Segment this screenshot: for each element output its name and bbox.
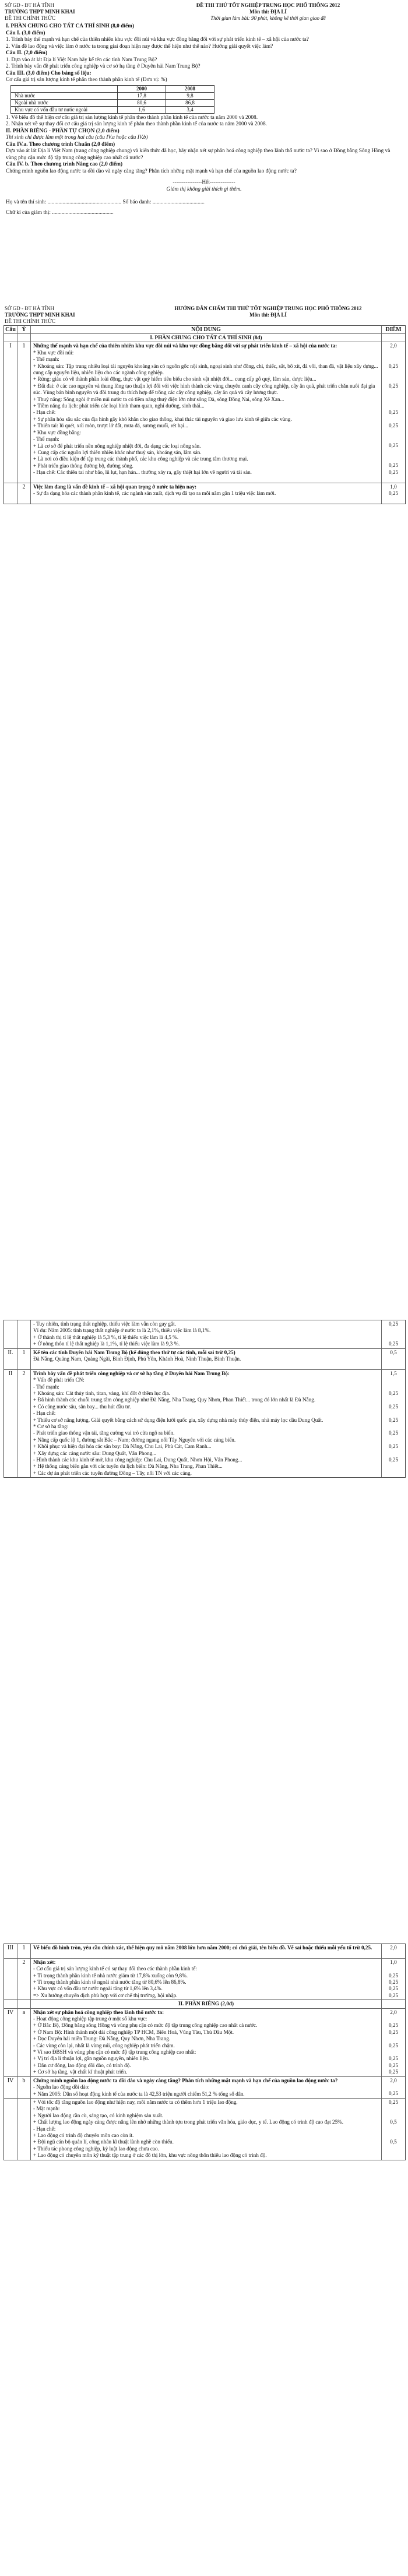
answer-line: + Lao động có trình độ chuyên môn cao còn ít. (33, 2132, 134, 2138)
score-value (382, 1966, 405, 1972)
score-value (382, 376, 405, 382)
item-number: 2 (17, 1959, 31, 1999)
answer-line: + Là nơi có điều kiện để tập trung các thành phố, các khu công nghiệp và các trung tâm thương mại. (33, 456, 248, 462)
exam-line: I. PHẦN CHUNG CHO TẤT CẢ THÍ SINH (8,0 điểm) (6, 23, 135, 29)
score-value (382, 1397, 405, 1403)
score-value (382, 416, 405, 423)
score-value (382, 2125, 405, 2132)
score-value: 0,25 (388, 2055, 399, 2062)
answer-line: + Thiên tai: lũ quét, xói mòn, trượt lở đất, mưa đá, sương muối, rét hại... (33, 423, 188, 429)
score-value: 0,25 (388, 2062, 399, 2068)
answer-row (4, 2009, 405, 2077)
answer-table-continued-2 (3, 1944, 406, 2160)
answer-row (4, 1320, 405, 1349)
score-value (382, 436, 405, 442)
question-number (4, 1320, 17, 1348)
answer-line: + Khoáng sản: Cát thủy tinh, titan, vàng, khí đốt ở thềm lục địa. (33, 1390, 170, 1397)
answer-line: + Ở Nam Bộ: Hình thành một dải công nghiệp TP HCM, Biên Hoà, Vũng Tàu, Thủ Dầu Một. (33, 2029, 234, 2035)
score-value: 2,0 (390, 2009, 397, 2015)
score-value (382, 2001, 405, 2007)
score (382, 1370, 405, 1478)
answer-line: + Ở thành thị tỉ lệ thất nghiệp là 5,3 %, tỉ lệ thiếu việc làm là 4,5 %. (33, 1334, 179, 1340)
score-value (382, 1450, 405, 1456)
score-value: 1,0 (390, 1959, 397, 1965)
answer-line: - Sự đa dạng hóa các thành phần kinh tế, các ngành sản xuất, dịch vụ đã tạo ra mỗi năm gần 1 triệu việc làm mới. (33, 490, 276, 497)
exam-line: 2. Vấn đề lao động và việc làm ở nước ta trong giai đoạn hiện nay được thể hiện như thế nào? Hướng giải quyết việc làm? (6, 43, 273, 50)
answer-content (31, 2000, 382, 2008)
answer-line: + Lao động có chuyên môn kỹ thuật tập trung ở các đô thị lớn, khu vực nông thôn thiếu lao động có trình độ. (33, 2152, 267, 2159)
answer-page-1 (0, 303, 408, 1306)
answer-line: + Dân cư đông, lao động dồi dào, có trình độ. (33, 2062, 131, 2068)
answer-line: * Khu vực đồng bằng: (33, 429, 82, 435)
score (382, 2099, 405, 2160)
score-value: 0,25 (388, 1321, 399, 1327)
question-number (4, 2000, 17, 2008)
answer-line: + Thiếu cơ sở năng lượng. Giải quyết bằng cách sử dụng điện lưới quốc gia, xây dựng nhà máy thủy điện, nhà máy lọc dầu Dung Quất. (33, 1417, 323, 1423)
answer-row (4, 1370, 405, 1478)
score-value: 0,5 (390, 1349, 397, 1355)
score-value: 0,25 (388, 1403, 399, 1410)
answer-content (31, 1370, 382, 1478)
end-mark: ----------------Hết-------------- (173, 180, 235, 185)
answer-row (4, 2099, 405, 2160)
exam-line: Thí sinh chỉ được làm một trong hai câu (câu IV.a hoặc câu IV.b) (6, 135, 148, 140)
score-value: 0,25 (388, 1430, 399, 1436)
score-value (382, 370, 405, 376)
answer-line: + Hệ thống cảng biển gắn với các tuyến du lịch biển: Đà Nẵng, Nha Trang, Phan Thiết... (33, 1463, 223, 1470)
answer-line: + Là cơ sở để phát triển nền nông nghiệp nhiệt đới, đa dạng các loại nông sản. (33, 442, 201, 449)
question-number: I (4, 342, 17, 482)
score-value: 0,25 (388, 1456, 399, 1463)
question-number: II (4, 1370, 17, 1478)
answer-line: Vẽ biểu đồ hình tròn, yêu cầu chính xác, thể hiện quy mô năm 2008 lớn hơn năm 2000; có chú giải, tên biểu đồ. Vẽ sai hoặc thiếu mỗi yếu tố trừ 0,25. (33, 1945, 372, 1951)
answer-line: - Hạn chế: (33, 409, 56, 416)
score-value (382, 1384, 405, 1390)
item-number (17, 1320, 31, 1348)
answer-line: + Rừng: giàu có về thành phần loài động, thực vật quý hiếm tiêu biểu cho sinh vật nhiệt đới... cung cấp gỗ quý, lâm sản, dược liệu... (33, 376, 316, 382)
score-value: 0,25 (388, 1992, 399, 1998)
score-value (382, 1362, 405, 1369)
answer-line: I. PHẦN CHUNG CHO TẤT CẢ THÍ SINH (8đ) (150, 335, 262, 340)
answer-line: Những thế mạnh và hạn chế của thiên nhiên khu vực đồi núi và khu vực đồng bằng đối với sự phát triển kinh tế – xã hội của nước ta: (33, 343, 337, 349)
answer-line: + Tiềm năng du lịch: phát triển các loại hình tham quan, nghỉ dưỡng, sinh thái... (33, 403, 205, 409)
answer-line: + Sự phân hóa sâu sắc của địa hình gây khó khăn cho giao thông, khai thác tài nguyên và giao lưu kinh tế giữa các vùng. (33, 416, 292, 422)
answer-line: - Các vùng còn lại, nhất là vùng núi, công nghiệp phát triển chậm. (33, 2042, 175, 2048)
answer-line: - Thế mạnh: (33, 1383, 59, 1390)
answer-line: + Đã hình thành các chuỗi trung tâm công nghiệp như Đà Nẵng, Nha Trang, Quy Nhơn, Phan Thiết... trong đó lớn nhất là Đà Nẵng. (33, 1397, 316, 1403)
exam-line: Câu IV.a. Theo chương trình Chuẩn (2,0 điểm) (6, 141, 115, 147)
answer-header: SỞ GD - ĐT HÀ TĨNH TRƯỜNG THPT MINH KHAI ĐỀ THI CHÍNH THỨC HƯỚNG DẪN CHẤM THI THỬ TỐT NGHIỆP TRUNG HỌC PHỔ THÔNG 2012 Môn thi: ĐỊA LÍ (5, 305, 362, 324)
answer-line: + Đội ngũ cán bộ quản lí, công nhân kĩ thuật lành nghề còn thiếu. (33, 2139, 174, 2145)
exam-header (0, 0, 408, 23)
answer-row (4, 1959, 405, 2000)
score-value (382, 2016, 405, 2022)
score-value (382, 1424, 405, 1430)
score-value: 0,25 (388, 2069, 399, 2075)
question-number: III (4, 1944, 17, 1958)
score-value: 0,25 (388, 1341, 399, 1347)
score-value (382, 2084, 405, 2090)
answer-content (31, 483, 382, 504)
score-value: 0,25 (388, 1443, 399, 1450)
answer-line: + Các dự án phát triển các tuyến đường Đông – Tây, nối TN với các cảng. (33, 1470, 192, 1476)
score (382, 2077, 405, 2098)
answer-line: Nhận xét: (33, 1959, 56, 1965)
score (382, 1349, 405, 1369)
score (382, 342, 405, 482)
score-value (382, 429, 405, 435)
candidate-line: Họ và tên thí sinh: ...................................................... Số báo danh: ...................................... (6, 199, 205, 205)
score-value: 0,25 (388, 2022, 399, 2029)
answer-line: + Cơ sở hạ tầng, vật chất kĩ thuật phát triển. (33, 2069, 128, 2075)
answer-line: * Vấn đề phát triển CN: (33, 1377, 85, 1383)
item-number (17, 334, 31, 342)
answer-content (31, 1320, 382, 1348)
score-value: 0,25 (388, 442, 399, 449)
answer-row (4, 1944, 405, 1959)
score-value (382, 456, 405, 462)
score-value (382, 335, 405, 341)
answer-line: + Phát triển giao thông đường bộ, đường sông. (33, 462, 133, 469)
score-value: 0,25 (388, 1985, 399, 1992)
answer-line: Trình bày vấn đề phát triển công nghiệp và cơ sở hạ tầng ở Duyên hải Nam Trung Bộ: (33, 1370, 230, 1376)
answer-line: - Hình thành các khu kinh tế mở, khu công nghiệp: Chu Lai, Dung Quất, Nhơn Hội, Vân Phong... (33, 1457, 242, 1463)
exam-line: 1. Trình bày thế mạnh và hạn chế của thiên nhiên khu vực đồi núi và khu vực đồng bằng đối với sự phát triển kinh tế – xã hội của nước ta? (6, 37, 309, 43)
exam-header-left: SỞ GD - ĐT HÀ TĨNH TRƯỜNG THPT MINH KHAI ĐỀ THI CHÍNH THỨC (5, 2, 75, 21)
score-value: 0,25 (388, 2099, 399, 2105)
answer-table (3, 325, 406, 504)
score (382, 1944, 405, 1958)
answer-line: Việc làm đang là vấn đề kinh tế – xã hội quan trọng ở nước ta hiện nay: (33, 483, 197, 490)
answer-content (31, 2009, 382, 2076)
answer-line: + Xây dựng các cảng nước sâu: Dung Quất, Vân Phong... (33, 1450, 157, 1456)
exam-line: Câu IV. b. Theo chương trình Nâng cao (2,0 điểm) (6, 161, 123, 167)
answer-line: - Hoạt động công nghiệp tập trung ở một số khu vực: (33, 2016, 147, 2022)
exam-page (0, 0, 408, 291)
answer-line: Ví dụ: Năm 2005: tình trạng thất nghiệp ở nước ta là 2,1%, thiếu việc làm là 8,1%. (33, 1327, 211, 1334)
proctor-line: Chữ kí của giám thị: ............................................. (6, 210, 114, 216)
score-value: 1,5 (390, 1370, 397, 1376)
question-number (4, 2099, 17, 2160)
score-value: 0,25 (388, 1417, 399, 1423)
answer-line: + Cung cấp các nguồn lợi thiên nhiên khác như thuỷ sản, khoáng sản, lâm sản. (33, 449, 202, 455)
answer-line: - Thế mạnh: (33, 356, 59, 363)
score-value (382, 449, 405, 456)
score-value (382, 2132, 405, 2139)
answer-line: + Thiếu tác phong công nghiệp, kỷ luật lao động chưa cao. (33, 2145, 159, 2152)
answer-line: + Vị trí địa lí thuận lợi, gần nguồn nguyên, nhiên liệu. (33, 2055, 149, 2062)
answer-page-2 (0, 1317, 408, 1930)
question-number (4, 334, 17, 342)
answer-line: + Đất đai: ở các cao nguyên và thung lũng tạo thuận lợi đối với việc hình thành các vùng chuyên canh cây công nghiệp, cây ăn quả, phát triển chăn nuôi đại gia súc. Vùng bán bình nguyên và đồi trung du thích hợp để trồng các cây công nghiệp, cây ăn quả và cây lương thực. (33, 382, 375, 396)
score-value (382, 1951, 405, 1958)
answer-line: + Dọc Duyên hải miền Trung: Đà Nẵng, Quy Nhơn, Nha Trang. (33, 2036, 171, 2042)
table-row: Ngoài nhà nước 80,6 86,8 (11, 99, 214, 106)
item-number: 1 (17, 1349, 31, 1369)
answer-line: + Khu vực có vốn đầu tư nước ngoài tăng từ 1,6% lên 3,4%. (33, 1985, 163, 1992)
score-value: 0,25 (388, 363, 399, 369)
exam-line: Chứng minh nguồn lao động nước ta dồi dào và ngày càng tăng? Phân tích những mặt mạnh và hạn chế của nguồn lao động nước ta? (6, 168, 297, 174)
exam-line: 1. Vẽ biểu đồ thể hiện cơ cấu giá trị sản lượng kinh tế phân theo thành phần kinh tế của nước ta năm 2000 và 2008. (6, 114, 258, 121)
score-value: 0,5 (390, 2139, 397, 2145)
item-number: 2 (17, 483, 31, 504)
score-value: 0,25 (388, 1972, 399, 1978)
score (382, 483, 405, 504)
score-value (382, 396, 405, 403)
answer-page-3 (0, 1941, 408, 2576)
score-value: 2,0 (390, 1945, 397, 1951)
item-number: a (17, 2009, 31, 2076)
answer-content (31, 2099, 382, 2160)
answer-row (4, 342, 405, 483)
question-number (4, 1959, 17, 1999)
answer-line: - Mặt mạnh: (33, 2106, 60, 2112)
answer-line: + Thuỷ năng: Sông ngòi ở miền núi nước ta có tiềm năng thuỷ điện lớn như sông Đà, sông Đồng Nai, sông Xê Xan... (33, 396, 284, 402)
answer-line: Đà Nẵng, Quảng Nam, Quảng Ngãi, Bình Định, Phú Yên, Khánh Hoà, Ninh Thuận, Bình Thuận. (33, 1356, 241, 1362)
item-number: b (17, 2077, 31, 2098)
score-value (382, 497, 405, 503)
score (382, 1320, 405, 1348)
answer-row (4, 2077, 405, 2099)
answer-line: Kể tên các tỉnh Duyên hải Nam Trung Bộ (kể đúng theo thứ tự các tỉnh, mỗi sai trừ 0,25) (33, 1349, 235, 1355)
exam-header-right: ĐỀ THI THỬ TỐT NGHIỆP TRUNG HỌC PHỔ THÔNG 2012 Môn thi: ĐỊA LÍ Thời gian làm bài: 90 phút, không kể thời gian giao đề (196, 2, 340, 21)
answer-line: * Vì sao ĐBSH và vùng phụ cận có mức độ tập trung công nghiệp cao nhất: (33, 2049, 196, 2055)
end-note: Giám thị không giải thích gì thêm. (166, 186, 242, 192)
exam-line: 1. Dựa vào át lát Địa lí Việt Nam hãy kể tên các tỉnh Nam Trung Bộ? (6, 57, 157, 63)
answer-content (31, 1959, 382, 1999)
score-value: 0,25 (388, 462, 399, 469)
score-value: 0,5 (390, 2119, 397, 2125)
score-value (382, 356, 405, 363)
score-value: 0,25 (388, 1390, 399, 1396)
answer-row (4, 483, 405, 504)
score-value: 0,25 (388, 2090, 399, 2097)
answer-line: + Chất lượng lao động ngày càng được nâng lên nhờ những thành tựu trong phát triển văn hóa, giáo dục, y tế. Lao động có trình độ cao đạt 25%. (33, 2119, 344, 2125)
score-value: 0,25 (388, 2029, 399, 2035)
answer-content (31, 1944, 382, 1958)
score-value (382, 1377, 405, 1383)
answer-line: - Hạn chế: Các thiên tai như bão, lũ lụt, hạn hán... thường xảy ra, gây thiệt hại lớn về người và tài sản. (33, 469, 252, 476)
answer-line: - Nguồn lao động dồi dào: (33, 2084, 90, 2090)
answer-line: => Xu hướng chuyển dịch phù hợp với cơ chế thị trường, hội nhập. (33, 1992, 178, 1998)
answer-line: - Phát triển giao thông vận tải, tăng cường vai trò cửa ngõ ra biển. (33, 1430, 175, 1436)
question-number (4, 483, 17, 504)
answer-content (31, 334, 382, 342)
question-number: II. (4, 1349, 17, 1369)
exam-line: Câu II. (2,0 điểm) (6, 50, 48, 56)
score-value (382, 2146, 405, 2152)
score-value (382, 2106, 405, 2112)
score-value: 0,25 (388, 423, 399, 429)
answer-line: + Tỉ trọng thành phần kinh tế ngoài nhà nước tăng từ 80,6% lên 86,8%. (33, 1979, 187, 1985)
answer-line: - Thế mạnh: (33, 436, 59, 442)
exam-line: Dựa vào át lát Địa lí Việt Nam (trang công nghiệp chung) và kiến thức đã học, hãy nhận xét sự phân hoá công nghiệp theo lãnh thổ nước ta? Vì sao ở Đồng bằng Sông Hồng và vùng phụ cận mức độ tập trung công nghiệp cao nhất cả nước? (6, 148, 391, 161)
score-value: 0,25 (388, 1978, 399, 1985)
score-value (382, 2113, 405, 2119)
answer-content (31, 1349, 382, 1369)
item-number (17, 2000, 31, 2008)
answer-row (4, 334, 405, 342)
item-number: 2 (17, 1370, 31, 1478)
answer-line: + Nâng cấp quốc lộ 1, đường sắt Bắc – Nam; đường ngang nối Tây Nguyên với các cảng biển. (33, 1436, 236, 1443)
answer-line: - Hạn chế: (33, 2125, 56, 2132)
score (382, 334, 405, 342)
score-value (382, 389, 405, 396)
question-number: IV (4, 2009, 17, 2076)
exam-questions (0, 23, 408, 84)
score-value: 0,25 (388, 469, 399, 475)
exam-line: 2. Trình bày vấn đề phát triển công nghiệp và cơ sở hạ tầng ở Duyên hải Nam Trung Bộ? (6, 64, 201, 69)
exam-line: Câu I. (3,0 điểm) (6, 30, 45, 36)
score-value (382, 1356, 405, 1362)
score (382, 1959, 405, 1999)
answer-line: + Khôi phục và hiện đại hóa các sân bay: Đà Nẵng, Chu Lai, Phù Cát, Cam Ranh... (33, 1443, 212, 1450)
exam-line: II. PHẦN RIÊNG - PHẦN TỰ CHỌN (2,0 điểm) (6, 128, 119, 134)
exam-questions-2 (0, 115, 408, 175)
answer-line: II. PHẦN RIÊNG (2,0đ) (178, 2001, 234, 2007)
answer-row (4, 1349, 405, 1370)
answer-line: - Tuy nhiên, tình trạng thất nghiệp, thiếu việc làm vẫn còn gay gắt. (33, 1321, 176, 1327)
score-value (382, 2036, 405, 2042)
score-value: 0,25 (388, 382, 399, 389)
score-value (382, 476, 405, 482)
answer-line: + Khoáng sản: Tập trung nhiều loại tài nguyên khoáng sản có nguồn gốc nội sinh, ngoại sinh như đồng, chì, thiếc, sắt, bô xít, đá vôi, than đá, vật liệu xây dựng... cung cấp nguyên liệu, nhiên liệu cho các ngành công nghiệp. (33, 363, 378, 376)
score-value: 1,0 (390, 483, 397, 490)
data-table: 2000 2008 Nhà nước 17,8 9,8 Ngoài nhà nước 80,6 86,8 Khu vực có vốn đầu tư nước ngoài 1,6 3,4 (10, 85, 214, 114)
answer-line: - Cơ cấu giá trị sản lượng kinh tế có sự thay đổi theo các thành phần kinh tế: (33, 1966, 197, 1972)
score (382, 2000, 405, 2008)
score-value (382, 350, 405, 356)
answer-line: + Có cảng nước sâu, sân bay... thu hút đầu tư. (33, 1403, 131, 1410)
score-value: 0,25 (388, 2042, 399, 2048)
item-number: 1 (17, 1944, 31, 1958)
table-row: Khu vực có vốn đầu tư nước ngoài 1,6 3,4 (11, 106, 214, 113)
answer-line: + Năm 2005: Dân số hoạt động kinh tế của nước ta là 42,53 triệu người chiếm 51,2 % tổng số dân. (33, 2090, 245, 2097)
score-value: 2,0 (390, 2077, 397, 2083)
exam-line: Câu III. (3,0 điểm) Cho bảng số liệu: (6, 70, 92, 76)
score-value (382, 1334, 405, 1341)
answer-line: - Hạn chế: (33, 1410, 56, 1417)
score-value (382, 2152, 405, 2159)
answer-line: Chứng minh nguồn lao động nước ta dồi dào và ngày càng tăng? Phân tích những mặt mạnh và hạn chế của nguồn lao động nước ta? (33, 2077, 338, 2083)
score-value (382, 1463, 405, 1470)
item-number (17, 2099, 31, 2160)
score-value (382, 1327, 405, 1334)
score-value (382, 1410, 405, 1417)
score-value: 2,0 (390, 343, 397, 349)
exam-line: Cơ cấu giá trị sản lượng kinh tế phân theo thành phần kinh tế (Đơn vị: %) (6, 77, 167, 83)
answer-line: + Tỉ trọng thành phần kinh tế nhà nước giảm từ 17,8% xuống còn 9,8%. (33, 1972, 188, 1978)
item-number: 1 (17, 342, 31, 482)
answer-line: + Ở nông thôn tỉ lệ thất nghiệp là 1,1%, tỉ lệ thiếu việc làm là 9,3 %. (33, 1341, 180, 1347)
exam-line: 2. Nhận xét về sự thay đổi cơ cấu giá trị sản lượng kinh tế phân theo thành phần kinh tế của nước ta năm 2000 và 2008. (6, 121, 267, 127)
question-number: IV (4, 2077, 17, 2098)
answer-line: + Người lao động cần cù, sáng tạo, có kinh nghiệm sản xuất. (33, 2112, 163, 2118)
score-value: 0,25 (388, 409, 399, 416)
answer-content (31, 342, 382, 482)
answer-line: + Ở Bắc Bộ, Đồng bằng sông Hồng và vùng phụ cận có mức độ tập trung công nghiệp cao nhất cả nước. (33, 2022, 258, 2029)
answer-line: + Với tốc độ tăng nguồn lao động như hiện nay, mỗi năm nước ta có thêm hơn 1 triệu lao động. (33, 2099, 238, 2105)
answer-line: * Khu vực đồi núi: (33, 349, 74, 356)
table-row: Nhà nước 17,8 9,8 (11, 92, 214, 99)
score-value (382, 1470, 405, 1477)
answer-table-header: Câu Ý NỘI DUNG ĐIỂM (4, 326, 405, 334)
score-value: 0,25 (388, 490, 399, 496)
score (382, 2009, 405, 2076)
answer-line: * Cơ sở hạ tầng: (33, 1424, 69, 1430)
score-value (382, 403, 405, 409)
score-value (382, 1437, 405, 1443)
answer-line: Nhận xét sự phân hoá công nghiệp theo lãnh thổ nước ta: (33, 2009, 164, 2015)
score-value (382, 2049, 405, 2055)
answer-row (4, 2000, 405, 2008)
answer-table-continued (3, 1320, 406, 1478)
answer-content (31, 2077, 382, 2098)
